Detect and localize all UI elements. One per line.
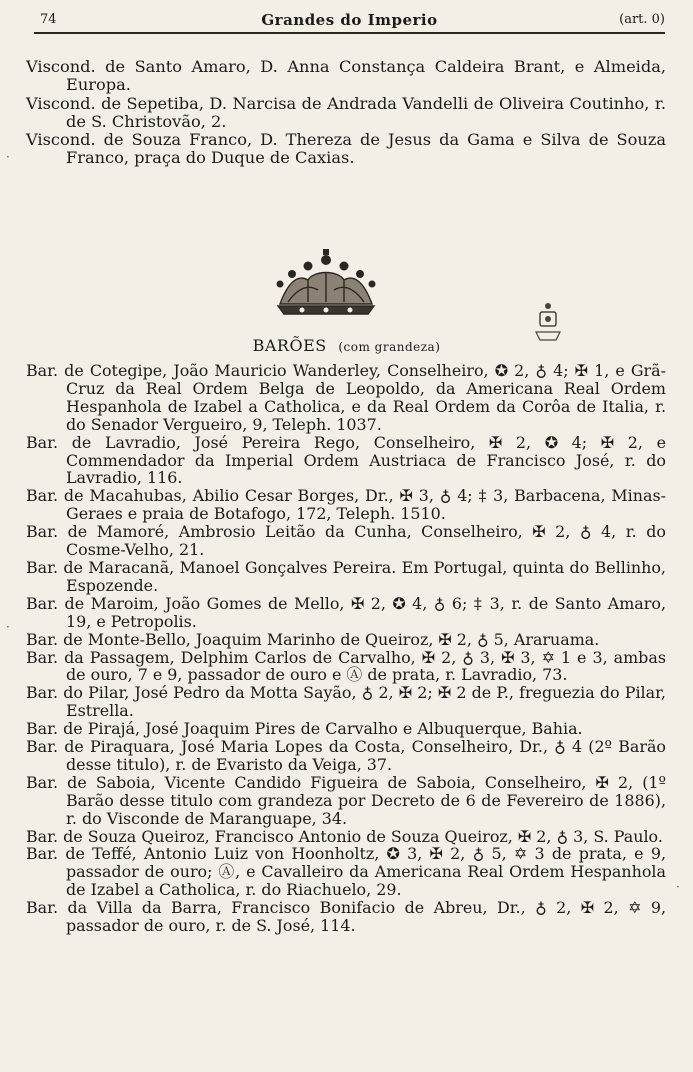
baron-entries <box>26 362 666 935</box>
article-reference: (art. 0) <box>619 12 665 27</box>
list-item: Bar. de Teffé, Antonio Luiz von Hoonholtz, ✪ 3, ✠ 2, ♁ 5, ✡ 3 de prata, e 9, passador de ouro; Ⓐ, e Cavalleiro da Americana Real Ordem Hespanhola de Izabel a Catholica, r. do Riachuelo, 29. <box>26 844 666 900</box>
header-rule <box>34 32 665 34</box>
section-title: BARÕES <box>252 336 327 355</box>
list-item: Viscond. de Sepetiba, D. Narcisa de Andrada Vandelli de Oliveira Coutinho, r. de S. Christovão, 2. <box>26 93 666 131</box>
list-item: Bar. de Macahubas, Abilio Cesar Borges, Dr., ✠ 3, ♁ 4; ‡ 3, Barbacena, Minas-Geraes e praia de Botafogo, 172, Teleph. 1510. <box>26 486 666 524</box>
list-item: Viscond. de Souza Franco, D. Thereza de Jesus da Gama e Silva de Souza Franco, praça do Duque de Caxias. <box>26 130 666 168</box>
margin-mark: · <box>676 880 680 894</box>
list-item: Bar. de Maroim, João Gomes de Mello, ✠ 2, ✪ 4, ♁ 6; ‡ 3, r. de Santo Amaro, 19, e Petropolis. <box>26 593 666 631</box>
list-item: Bar. de Souza Queiroz, Francisco Antonio de Souza Queiroz, ✠ 2, ♁ 3, S. Paulo. <box>26 826 663 846</box>
viscount-entries <box>26 58 666 168</box>
list-item: Bar. do Pilar, José Pedro da Motta Sayão, ♁ 2, ✠ 2; ✠ 2 de P., freguezia do Pilar, Estrella. <box>26 683 666 721</box>
list-item: Bar. de Maracanã, Manoel Gonçalves Pereira. Em Portugal, quinta do Bellinho, Espozende. <box>26 557 666 595</box>
list-item: Bar. da Villa da Barra, Francisco Bonifacio de Abreu, Dr., ♁ 2, ✠ 2, ✡ 9, passador de ouro, r. de S. José, 114. <box>26 898 666 936</box>
list-item: Bar. de Piraquara, José Maria Lopes da Costa, Conselheiro, Dr., ♁ 4 (2º Barão desse titulo), r. de Evaristo da Veiga, 37. <box>26 737 666 774</box>
crown-icon <box>268 244 384 320</box>
list-item: Bar. de Monte-Bello, Joaquim Marinho de Queiroz, ✠ 2, ♁ 5, Araruama. <box>26 629 600 649</box>
list-item: Bar. de Mamoré, Ambrosio Leitão da Cunha, Conselheiro, ✠ 2, ♁ 4, r. do Cosme-Velho, 21. <box>26 522 666 560</box>
section-heading <box>0 336 693 355</box>
page-number: 74 <box>40 12 57 27</box>
running-title: Grandes do Imperio <box>261 11 438 29</box>
list-item: Bar. de Lavradio, José Pereira Rego, Conselheiro, ✠ 2, ✪ 4; ✠ 2, e Commendador da Imperial Ordem Austriaca de Francisco José, r. do Lavradio, 116. <box>26 432 666 488</box>
list-item: Viscond. de Santo Amaro, D. Anna Constança Caldeira Brant, e Almeida, Europa. <box>26 57 666 95</box>
running-header <box>30 6 669 30</box>
margin-mark: · <box>6 620 10 634</box>
section-subtitle: (com grandeza) <box>338 340 441 354</box>
margin-mark: · <box>6 150 10 164</box>
list-item: Bar. de Pirajá, José Joaquim Pires de Carvalho e Albuquerque, Bahia. <box>26 719 583 739</box>
list-item: Bar. da Passagem, Delphim Carlos de Carvalho, ✠ 2, ♁ 3, ✠ 3, ✡ 1 e 3, ambas de ouro, 7 e 9, passador de ouro e Ⓐ de prata, r. Lavradio, 73. <box>26 647 666 685</box>
list-item: Bar. de Saboia, Vicente Candido Figueira de Saboia, Conselheiro, ✠ 2, (1º Barão desse titulo com grandeza por Decreto de 6 de Fevereiro de 1886), r. do Visconde de Maranguape, 34. <box>26 772 666 828</box>
list-item: Bar. de Cotegipe, João Mauricio Wanderley, Conselheiro, ✪ 2, ♁ 4; ✠ 1, e Grã-Cruz da Real Ordem Belga de Leopoldo, da Americana Real Ordem Hespanhola de Izabel a Catholica, e da Real Ordem da Corôa de Italia, r. do Senador Vergueiro, 9, Teleph. 1037. <box>26 361 666 434</box>
